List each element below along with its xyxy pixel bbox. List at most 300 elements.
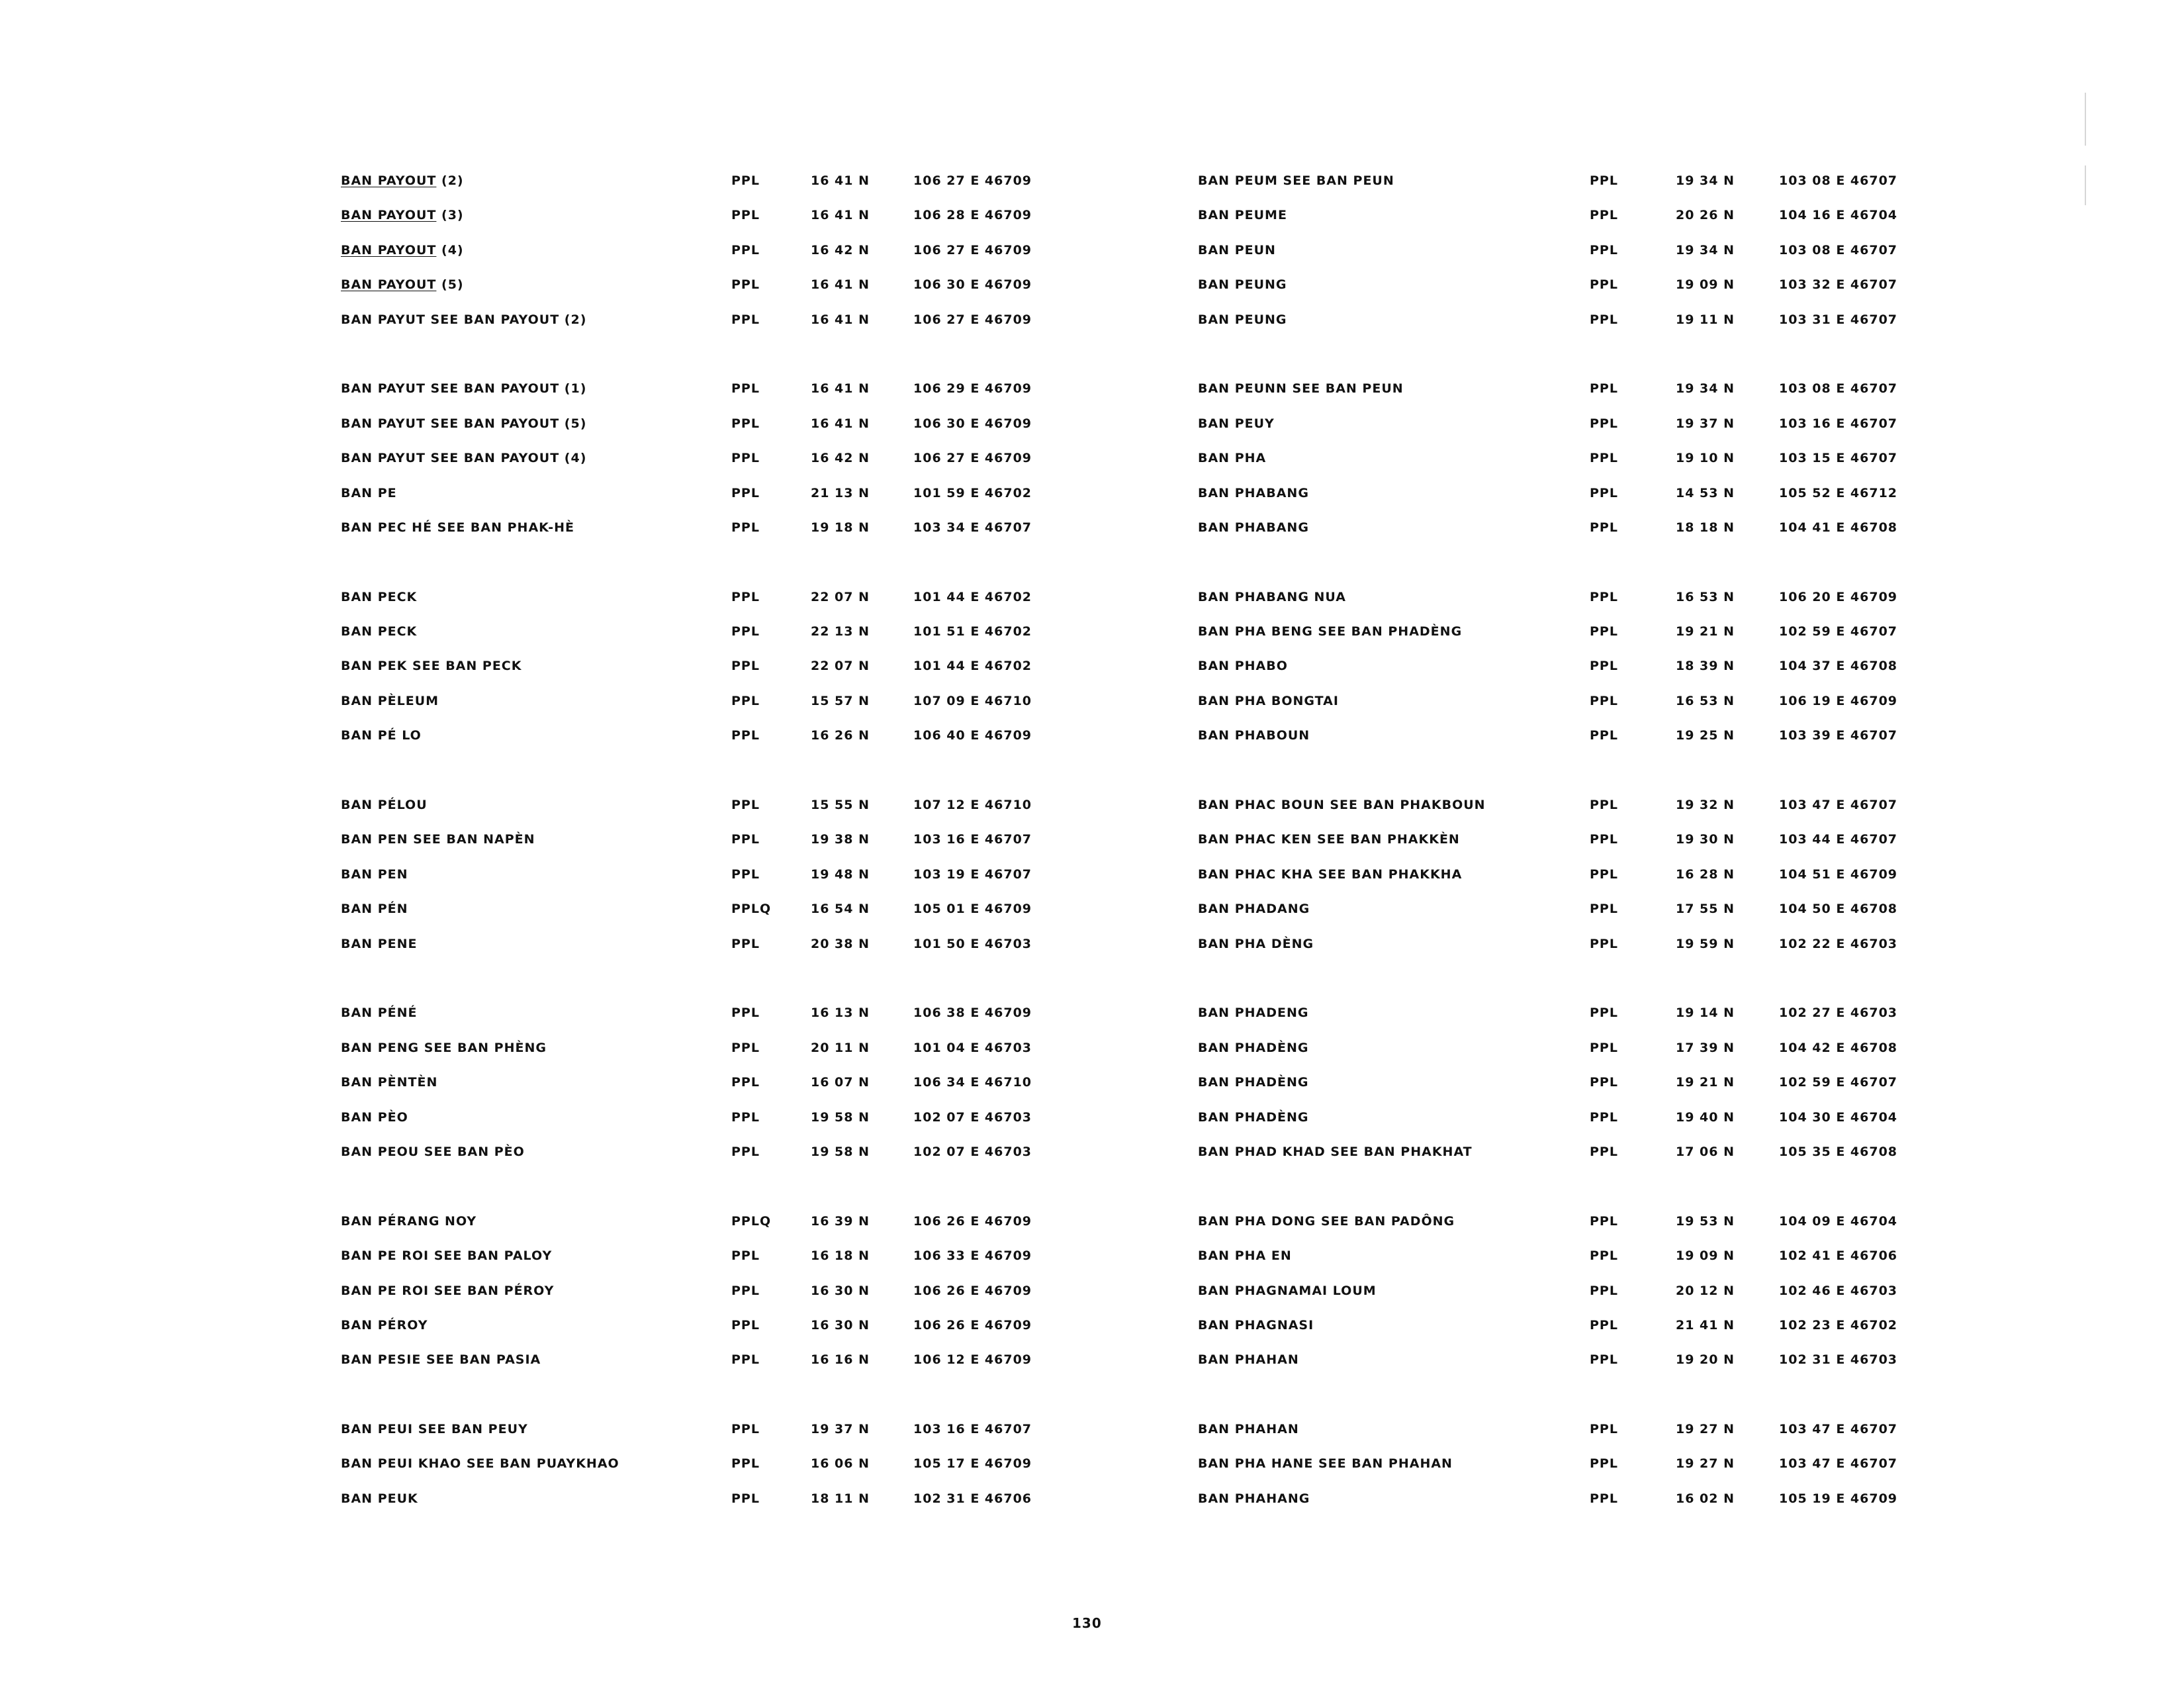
entry-longitude-map-ref: 103 19 E 46707: [913, 867, 1032, 882]
entry-latitude: 16 30 N: [811, 1317, 870, 1333]
entry-feature-code: PPL: [1590, 312, 1618, 327]
entry-latitude: 19 59 N: [1676, 936, 1735, 951]
entry-longitude-map-ref: 106 27 E 46709: [913, 173, 1032, 188]
entry-name: [341, 1041, 547, 1055]
entry-name: BAN PHABANG NUA: [1198, 589, 1346, 604]
gazetteer-entry: [1198, 208, 2025, 242]
entry-name: BAN PHA EN: [1198, 1248, 1292, 1264]
entry-feature-code: PPL: [731, 242, 760, 258]
entry-feature-code: PPL: [1590, 1491, 1618, 1506]
entry-longitude-map-ref: 106 19 E 46709: [1779, 693, 1898, 708]
entry-longitude-map-ref: 106 27 E 46709: [913, 242, 1032, 258]
entry-latitude: 21 41 N: [1676, 1317, 1735, 1333]
entry-feature-code: PPL: [731, 1317, 760, 1333]
entry-name: BAN PHA BONGTAI: [1198, 693, 1339, 708]
entry-longitude-map-ref: 103 32 E 46707: [1779, 277, 1898, 293]
entry-longitude-map-ref: 103 15 E 46707: [1779, 451, 1898, 466]
entry-feature-code: PPL: [1590, 728, 1618, 743]
group-separator: [341, 555, 1168, 589]
entry-name: BAN PHA HANE SEE BAN PHAHAN: [1198, 1456, 1453, 1472]
group-separator: [1198, 1387, 2025, 1422]
gazetteer-entry: [1198, 937, 2025, 971]
entry-feature-code: PPL: [1590, 936, 1618, 951]
entry-longitude-map-ref: 106 12 E 46709: [913, 1352, 1032, 1368]
entry-longitude-map-ref: 106 28 E 46709: [913, 208, 1032, 223]
entry-latitude: 20 26 N: [1676, 208, 1735, 223]
entry-name-text: BAN PEN SEE BAN NAPÈN: [341, 832, 535, 847]
gazetteer-entry: [341, 1422, 1168, 1456]
entry-feature-code: PPL: [731, 867, 760, 882]
entry-name: [341, 520, 574, 535]
entry-name: BAN PHABANG: [1198, 520, 1309, 535]
entry-longitude-map-ref: 102 46 E 46703: [1779, 1283, 1898, 1298]
entry-name: [341, 208, 464, 222]
gazetteer-entry: [341, 1145, 1168, 1179]
gazetteer-entry: [1198, 1456, 2025, 1491]
entry-feature-code: PPL: [1590, 277, 1618, 293]
entry-latitude: 15 55 N: [811, 798, 870, 813]
entry-feature-code: PPL: [1590, 416, 1618, 431]
entry-feature-code: PPL: [731, 659, 760, 674]
entry-feature-code: PPL: [731, 1422, 760, 1437]
left-column: [341, 173, 1168, 1526]
entry-longitude-map-ref: 105 52 E 46712: [1779, 485, 1898, 500]
entry-longitude-map-ref: 106 26 E 46709: [913, 1317, 1032, 1333]
entry-feature-code: PPL: [731, 1144, 760, 1159]
entry-name: BAN PHAD KHAD SEE BAN PHAKHAT: [1198, 1144, 1473, 1159]
entry-name: BAN PHADÈNG: [1198, 1040, 1309, 1055]
entry-name: BAN PHA DÈNG: [1198, 936, 1314, 951]
entry-feature-code: PPL: [1590, 1422, 1618, 1437]
entry-name: BAN PEUNG: [1198, 277, 1287, 293]
entry-longitude-map-ref: 103 47 E 46707: [1779, 1422, 1898, 1437]
entry-name-underlined: BAN PAYOUT: [341, 173, 437, 188]
entry-feature-code: PPL: [1590, 624, 1618, 639]
entry-feature-code: PPL: [1590, 798, 1618, 813]
gazetteer-entry: [1198, 1248, 2025, 1283]
gazetteer-entry: [341, 1075, 1168, 1109]
entry-latitude: 16 28 N: [1676, 867, 1735, 882]
entry-latitude: 20 11 N: [811, 1040, 870, 1055]
entry-latitude: 19 37 N: [811, 1422, 870, 1437]
entry-latitude: 19 32 N: [1676, 798, 1735, 813]
entry-latitude: 17 55 N: [1676, 902, 1735, 917]
entry-name: BAN PHAC KEN SEE BAN PHAKKÈN: [1198, 832, 1460, 847]
gazetteer-entry: [341, 208, 1168, 242]
entry-longitude-map-ref: 106 30 E 46709: [913, 416, 1032, 431]
entry-feature-code: PPL: [731, 381, 760, 397]
gazetteer-entry: [1198, 243, 2025, 277]
entry-name: [341, 624, 417, 639]
entry-latitude: 17 06 N: [1676, 1144, 1735, 1159]
entry-longitude-map-ref: 102 22 E 46703: [1779, 936, 1898, 951]
entry-name-text: BAN PENE: [341, 936, 418, 951]
entry-name: [341, 1075, 437, 1090]
entry-longitude-map-ref: 103 08 E 46707: [1779, 242, 1898, 258]
entry-name-text: BAN PEK SEE BAN PECK: [341, 659, 522, 674]
gazetteer-entry: [341, 312, 1168, 347]
entry-longitude-map-ref: 104 42 E 46708: [1779, 1040, 1898, 1055]
entry-name: BAN PEUME: [1198, 208, 1287, 223]
entry-latitude: 19 14 N: [1676, 1006, 1735, 1021]
gazetteer-entry: [341, 832, 1168, 867]
entry-latitude: 19 27 N: [1676, 1456, 1735, 1472]
gazetteer-entry: [341, 1041, 1168, 1075]
entry-longitude-map-ref: 106 20 E 46709: [1779, 589, 1898, 604]
entry-feature-code: PPL: [731, 589, 760, 604]
gazetteer-entry: [1198, 1284, 2025, 1318]
entry-latitude: 19 58 N: [811, 1144, 870, 1159]
entry-feature-code: PPL: [731, 798, 760, 813]
entry-feature-code: PPL: [731, 728, 760, 743]
entry-feature-code: PPL: [731, 624, 760, 639]
entry-longitude-map-ref: 107 12 E 46710: [913, 798, 1032, 813]
entry-name: BAN PEUNG: [1198, 312, 1287, 327]
entry-name: BAN PEUM SEE BAN PEUN: [1198, 173, 1394, 188]
entry-longitude-map-ref: 103 16 E 46707: [913, 1422, 1032, 1437]
entry-name: BAN PHADÈNG: [1198, 1109, 1309, 1125]
entry-latitude: 16 53 N: [1676, 693, 1735, 708]
entry-latitude: 16 30 N: [811, 1283, 870, 1298]
entry-name: [341, 1422, 528, 1436]
entry-name-underlined: BAN PAYOUT: [341, 208, 437, 223]
scan-artifact: [2085, 93, 2086, 146]
entry-feature-code: PPL: [1590, 832, 1618, 847]
entry-name-text: BAN PÉNÉ: [341, 1006, 418, 1021]
entry-longitude-map-ref: 101 44 E 46702: [913, 589, 1032, 604]
gazetteer-entry: [341, 1214, 1168, 1248]
entry-longitude-map-ref: 101 50 E 46703: [913, 936, 1032, 951]
entry-feature-code: PPL: [1590, 1075, 1618, 1090]
gazetteer-entry: [341, 590, 1168, 624]
group-separator: [1198, 1179, 2025, 1213]
entry-name-underlined: BAN PAYOUT: [341, 277, 437, 293]
entry-name: [341, 243, 464, 258]
entry-name-text: BAN PÈNTÈN: [341, 1075, 438, 1090]
gazetteer-entry: [341, 243, 1168, 277]
page-number: 130: [1072, 1615, 1102, 1631]
entry-feature-code: PPL: [1590, 520, 1618, 535]
entry-feature-code: PPL: [1590, 1144, 1618, 1159]
entry-longitude-map-ref: 102 07 E 46703: [913, 1144, 1032, 1159]
entry-latitude: 16 06 N: [811, 1456, 870, 1472]
gazetteer-entry: [1198, 277, 2025, 312]
entry-feature-code: PPL: [1590, 1213, 1618, 1229]
entry-name: [341, 902, 408, 916]
entry-feature-code: PPL: [1590, 242, 1618, 258]
entry-name: BAN PHA: [1198, 451, 1267, 466]
entry-longitude-map-ref: 101 04 E 46703: [913, 1040, 1032, 1055]
gazetteer-entry: [341, 416, 1168, 451]
entry-name-text: (4): [436, 242, 464, 258]
entry-name-text: BAN PAYUT SEE BAN PAYOUT (1): [341, 381, 587, 397]
entry-longitude-map-ref: 104 50 E 46708: [1779, 902, 1898, 917]
entry-name: [341, 1352, 541, 1367]
entry-name-text: BAN PÈO: [341, 1109, 408, 1125]
entry-latitude: 19 58 N: [811, 1109, 870, 1125]
entry-feature-code: PPL: [1590, 1456, 1618, 1472]
gazetteer-entry: [1198, 1006, 2025, 1040]
entry-name: BAN PEUY: [1198, 416, 1275, 431]
entry-name: [341, 1006, 418, 1020]
gazetteer-entry: [341, 1284, 1168, 1318]
entry-latitude: 19 34 N: [1676, 381, 1735, 397]
gazetteer-entry: [341, 1456, 1168, 1491]
entry-longitude-map-ref: 106 26 E 46709: [913, 1213, 1032, 1229]
entry-name: BAN PHAC KHA SEE BAN PHAKKHA: [1198, 867, 1463, 882]
entry-name: [341, 867, 408, 882]
entry-longitude-map-ref: 102 31 E 46706: [913, 1491, 1032, 1506]
entry-name: [341, 173, 464, 188]
entry-latitude: 18 11 N: [811, 1491, 870, 1506]
gazetteer-entry: [341, 277, 1168, 312]
gazetteer-entry: [341, 486, 1168, 520]
entry-longitude-map-ref: 104 09 E 46704: [1779, 1213, 1898, 1229]
entry-name-text: BAN PÉLOU: [341, 798, 428, 813]
entry-longitude-map-ref: 106 34 E 46710: [913, 1075, 1032, 1090]
entry-name: [341, 590, 417, 604]
gazetteer-entry: [1198, 1352, 2025, 1387]
entry-longitude-map-ref: 105 01 E 46709: [913, 902, 1032, 917]
entry-longitude-map-ref: 106 27 E 46709: [913, 451, 1032, 466]
entry-name: [341, 416, 586, 431]
entry-feature-code: PPL: [731, 693, 760, 708]
entry-latitude: 16 16 N: [811, 1352, 870, 1368]
entry-latitude: 22 07 N: [811, 589, 870, 604]
gazetteer-entry: [1198, 728, 2025, 763]
entry-feature-code: PPL: [1590, 451, 1618, 466]
entry-longitude-map-ref: 106 27 E 46709: [913, 312, 1032, 327]
group-separator: [1198, 971, 2025, 1006]
entry-feature-code: PPL: [1590, 381, 1618, 397]
entry-name: [341, 728, 422, 743]
entry-name-text: BAN PEUI SEE BAN PEUY: [341, 1422, 528, 1437]
entry-longitude-map-ref: 102 59 E 46707: [1779, 624, 1898, 639]
gazetteer-entry: [1198, 1214, 2025, 1248]
gazetteer-entry: [341, 1318, 1168, 1352]
entry-feature-code: PPL: [1590, 902, 1618, 917]
entry-latitude: 20 12 N: [1676, 1283, 1735, 1298]
gazetteer-entry: [1198, 416, 2025, 451]
group-separator: [341, 1387, 1168, 1422]
group-separator: [341, 347, 1168, 381]
entry-name: [341, 1214, 477, 1229]
entry-longitude-map-ref: 105 35 E 46708: [1779, 1144, 1898, 1159]
entry-latitude: 19 11 N: [1676, 312, 1735, 327]
entry-name-text: (2): [436, 173, 464, 188]
entry-feature-code: PPL: [731, 1352, 760, 1368]
entry-latitude: 19 37 N: [1676, 416, 1735, 431]
gazetteer-entry: [1198, 173, 2025, 208]
group-separator: [1198, 555, 2025, 589]
gazetteer-entry: [1198, 798, 2025, 832]
entry-name-text: BAN PE ROI SEE BAN PALOY: [341, 1248, 553, 1264]
entry-feature-code: PPL: [731, 208, 760, 223]
entry-name-text: BAN PECK: [341, 589, 418, 604]
entry-longitude-map-ref: 102 59 E 46707: [1779, 1075, 1898, 1090]
entry-name: BAN PHADENG: [1198, 1006, 1309, 1021]
entry-feature-code: PPL: [731, 1248, 760, 1264]
entry-name-text: BAN PEOU SEE BAN PÈO: [341, 1144, 525, 1159]
gazetteer-entry: [1198, 451, 2025, 485]
entry-latitude: 19 09 N: [1676, 1248, 1735, 1264]
entry-name-text: BAN PÉ LO: [341, 728, 422, 743]
gazetteer-entry: [1198, 520, 2025, 555]
scan-artifact: [2085, 165, 2086, 205]
entry-longitude-map-ref: 103 47 E 46707: [1779, 798, 1898, 813]
entry-longitude-map-ref: 102 07 E 46703: [913, 1109, 1032, 1125]
right-column: [1198, 173, 2025, 1526]
entry-name-text: BAN PEUI KHAO SEE BAN PUAYKHAO: [341, 1456, 619, 1472]
entry-longitude-map-ref: 103 47 E 46707: [1779, 1456, 1898, 1472]
entry-longitude-map-ref: 104 41 E 46708: [1779, 520, 1898, 535]
entry-name: [341, 1145, 525, 1159]
entry-feature-code: PPL: [731, 520, 760, 535]
gazetteer-entry: [1198, 1041, 2025, 1075]
gazetteer-entry: [341, 1248, 1168, 1283]
gazetteer-entry: [1198, 624, 2025, 659]
entry-latitude: 16 41 N: [811, 173, 870, 188]
entry-feature-code: PPL: [1590, 1248, 1618, 1264]
entry-name-text: BAN PÈLEUM: [341, 693, 439, 708]
entry-longitude-map-ref: 106 30 E 46709: [913, 277, 1032, 293]
gazetteer-entry: [341, 451, 1168, 485]
gazetteer-entry: [1198, 312, 2025, 347]
entry-feature-code: PPL: [731, 1283, 760, 1298]
entry-name: [341, 694, 439, 708]
entry-name-text: BAN PEUK: [341, 1491, 418, 1506]
gazetteer-entry: [1198, 590, 2025, 624]
entry-longitude-map-ref: 105 17 E 46709: [913, 1456, 1032, 1472]
entry-name: [341, 1491, 418, 1506]
entry-latitude: 15 57 N: [811, 693, 870, 708]
entry-name-text: BAN PE ROI SEE BAN PÉROY: [341, 1283, 555, 1298]
entry-longitude-map-ref: 102 41 E 46706: [1779, 1248, 1898, 1264]
entry-name: BAN PHABOUN: [1198, 728, 1310, 743]
entry-latitude: 19 38 N: [811, 832, 870, 847]
entry-feature-code: PPL: [1590, 208, 1618, 223]
entry-feature-code: PPL: [731, 1006, 760, 1021]
entry-feature-code: PPL: [1590, 173, 1618, 188]
entry-latitude: 16 41 N: [811, 208, 870, 223]
gazetteer-entry: [341, 867, 1168, 902]
entry-latitude: 19 27 N: [1676, 1422, 1735, 1437]
entry-feature-code: PPL: [1590, 1317, 1618, 1333]
entry-name: [341, 312, 586, 327]
entry-longitude-map-ref: 103 31 E 46707: [1779, 312, 1898, 327]
group-separator: [341, 971, 1168, 1006]
entry-feature-code: PPL: [1590, 1109, 1618, 1125]
entry-name: BAN PHAHAN: [1198, 1352, 1299, 1368]
entry-name-text: (5): [436, 277, 464, 293]
gazetteer-entry: [1198, 486, 2025, 520]
group-separator: [1198, 347, 2025, 381]
entry-longitude-map-ref: 104 51 E 46709: [1779, 867, 1898, 882]
entry-name: [341, 486, 397, 500]
entry-name: [341, 1318, 428, 1333]
entry-feature-code: PPL: [1590, 1352, 1618, 1368]
entry-feature-code: PPL: [1590, 867, 1618, 882]
entry-latitude: 19 09 N: [1676, 277, 1735, 293]
entry-latitude: 19 34 N: [1676, 242, 1735, 258]
entry-name: BAN PHAGNASI: [1198, 1317, 1314, 1333]
gazetteer-entry: [1198, 1422, 2025, 1456]
gazetteer-entry: [1198, 694, 2025, 728]
entry-name: BAN PHAHANG: [1198, 1491, 1310, 1506]
entry-name: BAN PEUNN SEE BAN PEUN: [1198, 381, 1404, 397]
entry-latitude: 22 13 N: [811, 624, 870, 639]
group-separator: [341, 1179, 1168, 1213]
entry-name: [341, 277, 464, 292]
entry-longitude-map-ref: 106 26 E 46709: [913, 1283, 1032, 1298]
entry-latitude: 16 07 N: [811, 1075, 870, 1090]
gazetteer-entry: [1198, 1491, 2025, 1526]
gazetteer-entry: [341, 1352, 1168, 1387]
gazetteer-entry: [341, 728, 1168, 763]
entry-longitude-map-ref: 101 44 E 46702: [913, 659, 1032, 674]
gazetteer-entry: [341, 520, 1168, 555]
entry-longitude-map-ref: 102 23 E 46702: [1779, 1317, 1898, 1333]
entry-longitude-map-ref: 103 16 E 46707: [913, 832, 1032, 847]
entry-name: BAN PEUN: [1198, 242, 1276, 258]
entry-feature-code: PPL: [731, 451, 760, 466]
entry-name-text: BAN PESIE SEE BAN PASIA: [341, 1352, 541, 1368]
entry-longitude-map-ref: 106 33 E 46709: [913, 1248, 1032, 1264]
gazetteer-entry: [341, 937, 1168, 971]
entry-feature-code: PPL: [731, 832, 760, 847]
gazetteer-entry: [1198, 1110, 2025, 1145]
entry-name: [341, 1284, 554, 1298]
entry-longitude-map-ref: 106 40 E 46709: [913, 728, 1032, 743]
entry-longitude-map-ref: 103 34 E 46707: [913, 520, 1032, 535]
entry-name: [341, 937, 418, 951]
gazetteer-entry: [341, 902, 1168, 936]
entry-latitude: 16 13 N: [811, 1006, 870, 1021]
entry-latitude: 14 53 N: [1676, 485, 1735, 500]
gazetteer-entry: [341, 1006, 1168, 1040]
entry-name: [341, 381, 586, 396]
entry-longitude-map-ref: 103 08 E 46707: [1779, 173, 1898, 188]
entry-feature-code: PPL: [731, 277, 760, 293]
entry-longitude-map-ref: 103 16 E 46707: [1779, 416, 1898, 431]
entry-name-text: BAN PEN: [341, 867, 408, 882]
gazetteer-entry: [1198, 867, 2025, 902]
entry-longitude-map-ref: 102 27 E 46703: [1779, 1006, 1898, 1021]
entry-feature-code: PPL: [731, 1456, 760, 1472]
entry-longitude-map-ref: 102 31 E 46703: [1779, 1352, 1898, 1368]
entry-name-underlined: BAN PAYOUT: [341, 242, 437, 258]
entry-longitude-map-ref: 104 37 E 46708: [1779, 659, 1898, 674]
entry-latitude: 19 48 N: [811, 867, 870, 882]
entry-longitude-map-ref: 101 59 E 46702: [913, 485, 1032, 500]
gazetteer-entry: [341, 173, 1168, 208]
gazetteer-entry: [1198, 902, 2025, 936]
entry-latitude: 16 41 N: [811, 416, 870, 431]
entry-latitude: 20 38 N: [811, 936, 870, 951]
gazetteer-entry: [341, 381, 1168, 416]
entry-name: BAN PHADANG: [1198, 902, 1310, 917]
entry-name: BAN PHAC BOUN SEE BAN PHAKBOUN: [1198, 798, 1486, 813]
entry-latitude: 19 18 N: [811, 520, 870, 535]
entry-latitude: 19 30 N: [1676, 832, 1735, 847]
entry-longitude-map-ref: 106 29 E 46709: [913, 381, 1032, 397]
entry-feature-code: PPLQ: [731, 1213, 772, 1229]
entry-feature-code: PPL: [731, 173, 760, 188]
entry-feature-code: PPL: [1590, 1283, 1618, 1298]
entry-latitude: 16 41 N: [811, 381, 870, 397]
entry-name: [341, 451, 586, 465]
entry-latitude: 18 39 N: [1676, 659, 1735, 674]
